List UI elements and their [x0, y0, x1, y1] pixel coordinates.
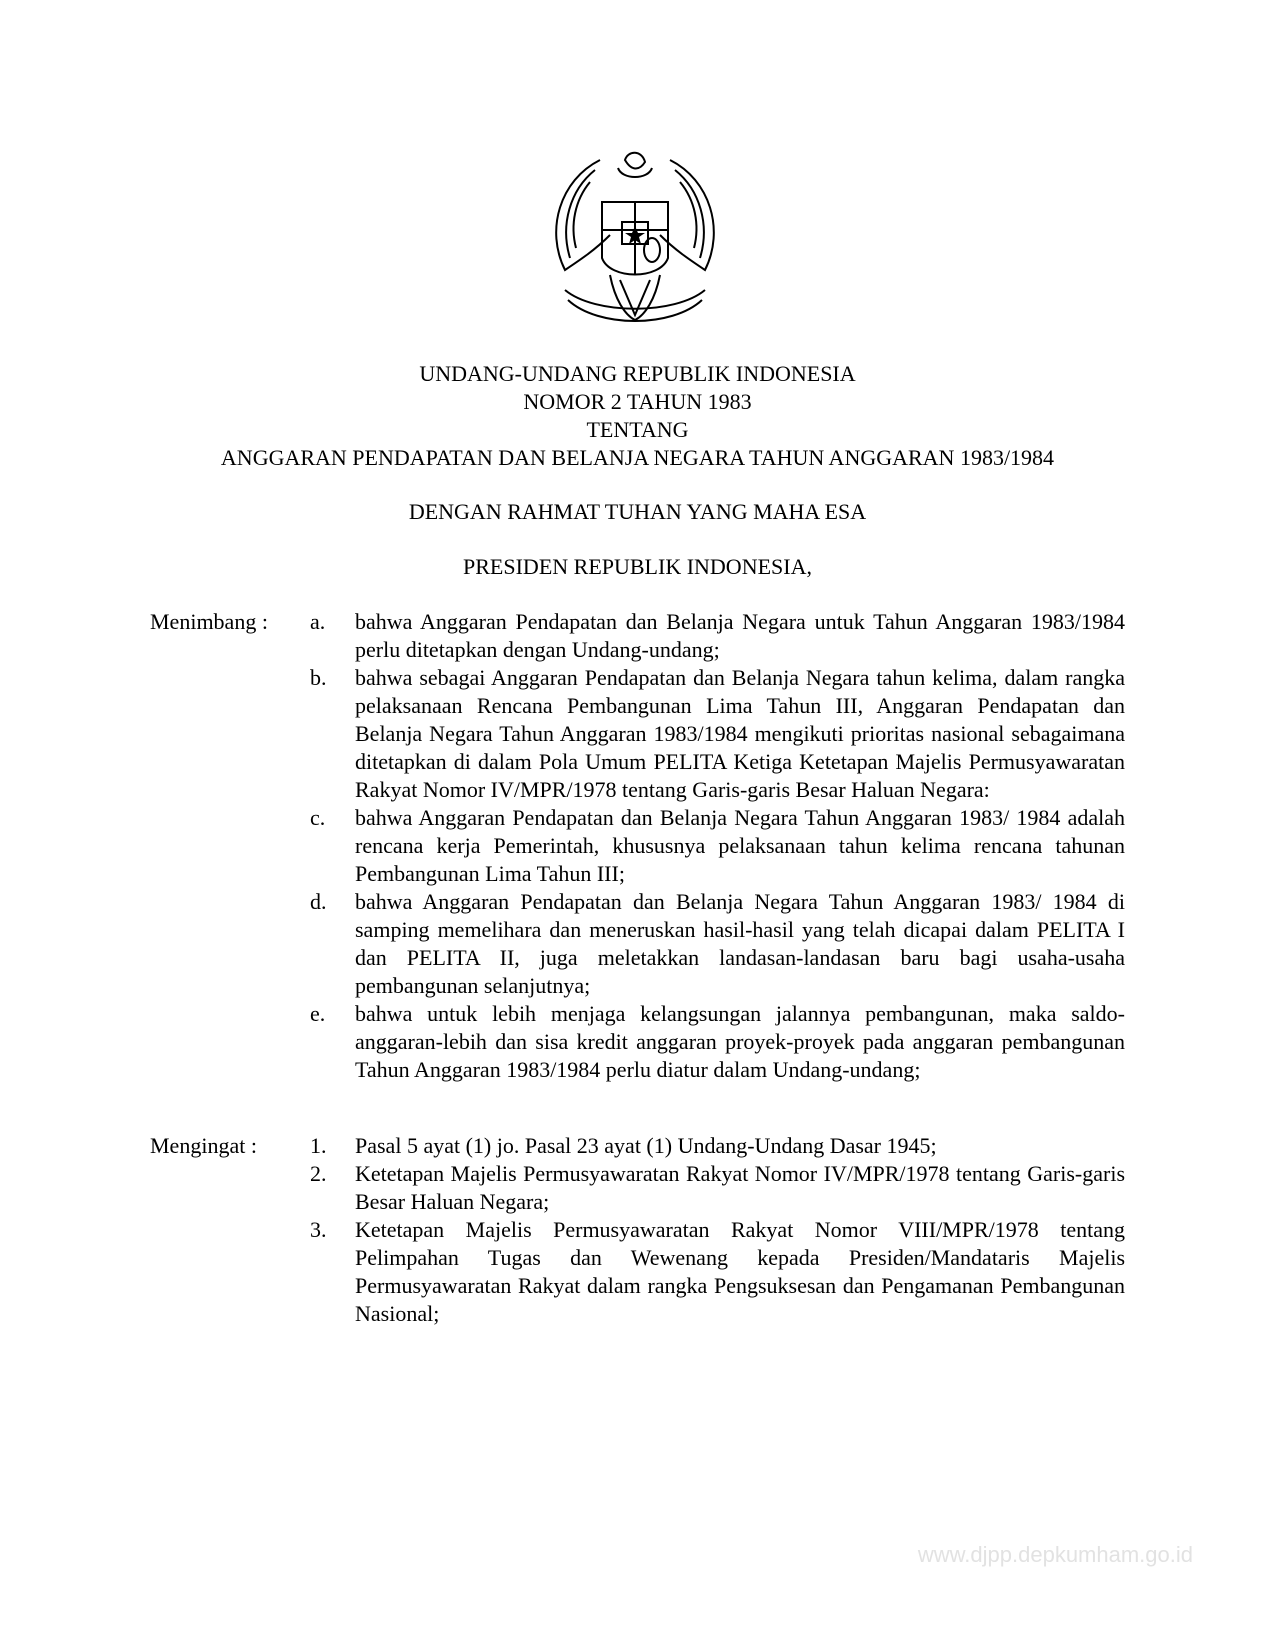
item-marker: 2.	[310, 1161, 327, 1186]
menimbang-item	[310, 1000, 1125, 1084]
menimbang-item	[310, 608, 1125, 664]
title-line-2: NOMOR 2 TAHUN 1983	[523, 389, 752, 414]
item-text: bahwa Anggaran Pendapatan dan Belanja Negara Tahun Anggaran 1983/ 1984 adalah rencana kerja Pemerintah, khususnya pelaksanaan tahun kelima rencana tahunan Pembangunan Lima Tahun III;	[355, 805, 1125, 886]
garuda-emblem-icon	[540, 140, 730, 340]
menimbang-item	[310, 888, 1125, 1000]
mengingat-item	[310, 1160, 1125, 1216]
menimbang-item	[310, 664, 1125, 804]
title-line-1: UNDANG-UNDANG REPUBLIK INDONESIA	[419, 361, 856, 386]
garuda-emblem	[540, 140, 730, 340]
title-line-4: ANGGARAN PENDAPATAN DAN BELANJA NEGARA TAHUN ANGGARAN 1983/1984	[220, 445, 1055, 470]
mengingat-label: Mengingat :	[150, 1133, 257, 1158]
item-text: bahwa Anggaran Pendapatan dan Belanja Negara Tahun Anggaran 1983/ 1984 di samping memelihara dan meneruskan hasil-hasil yang telah dicapai dalam PELITA I dan PELITA II, juga meletakkan landasan-landasan baru bagi usaha-usaha pembangunan selanjutnya;	[355, 889, 1125, 998]
item-marker: a.	[310, 609, 326, 634]
item-marker: c.	[310, 805, 326, 830]
item-text: Pasal 5 ayat (1) jo. Pasal 23 ayat (1) Undang-Undang Dasar 1945;	[355, 1133, 937, 1158]
menimbang-item	[310, 804, 1125, 888]
item-text: bahwa untuk lebih menjaga kelangsungan jalannya pembangunan, maka saldo-anggaran-lebih dan sisa kredit anggaran proyek-proyek pada anggaran pembangunan Tahun Anggaran 1983/1984 perlu diatur dalam Undang-undang;	[355, 1001, 1125, 1082]
item-marker: 1.	[310, 1133, 327, 1158]
mengingat-list	[310, 1132, 1125, 1328]
watermark-url: www.djpp.depkumham.go.id	[917, 1542, 1193, 1567]
item-text: bahwa sebagai Anggaran Pendapatan dan Belanja Negara tahun kelima, dalam rangka pelaksanaan Rencana Pembangunan Lima Tahun III, Anggaran Pendapatan dan Belanja Negara Tahun Anggaran 1983/1984 mengikuti prioritas nasional sebagaimana ditetapkan di dalam Pola Umum PELITA Ketiga Ketetapan Majelis Permusyawaratan Rakyat Nomor IV/MPR/1978 tentang Garis-garis Besar Haluan Negara:	[355, 665, 1125, 802]
menimbang-list	[310, 608, 1125, 1084]
item-text: Ketetapan Majelis Permusyawaratan Rakyat Nomor IV/MPR/1978 tentang Garis-garis Besar Haluan Negara;	[355, 1161, 1125, 1214]
menimbang-label: Menimbang :	[150, 609, 268, 634]
menimbang-section	[150, 608, 1125, 1084]
title-line-3: TENTANG	[586, 417, 689, 442]
mengingat-item	[310, 1132, 1125, 1160]
mengingat-item	[310, 1216, 1125, 1328]
mengingat-section	[150, 1132, 1125, 1328]
item-text: bahwa Anggaran Pendapatan dan Belanja Negara untuk Tahun Anggaran 1983/1984 perlu ditetapkan dengan Undang-undang;	[355, 609, 1125, 662]
item-text: Ketetapan Majelis Permusyawaratan Rakyat Nomor VIII/MPR/1978 tentang Pelimpahan Tugas dan Wewenang kepada Presiden/Mandataris Majelis Permusyawaratan Rakyat dalam rangka Pengsuksesan dan Pengamanan Pembangunan Nasional;	[355, 1217, 1125, 1326]
item-marker: 3.	[310, 1217, 327, 1242]
item-marker: e.	[310, 1001, 326, 1026]
item-marker: d.	[310, 889, 327, 914]
item-marker: b.	[310, 665, 327, 690]
president-line: PRESIDEN REPUBLIK INDONESIA,	[463, 554, 812, 579]
document-title	[0, 360, 1275, 472]
blessing-line: DENGAN RAHMAT TUHAN YANG MAHA ESA	[408, 499, 867, 524]
